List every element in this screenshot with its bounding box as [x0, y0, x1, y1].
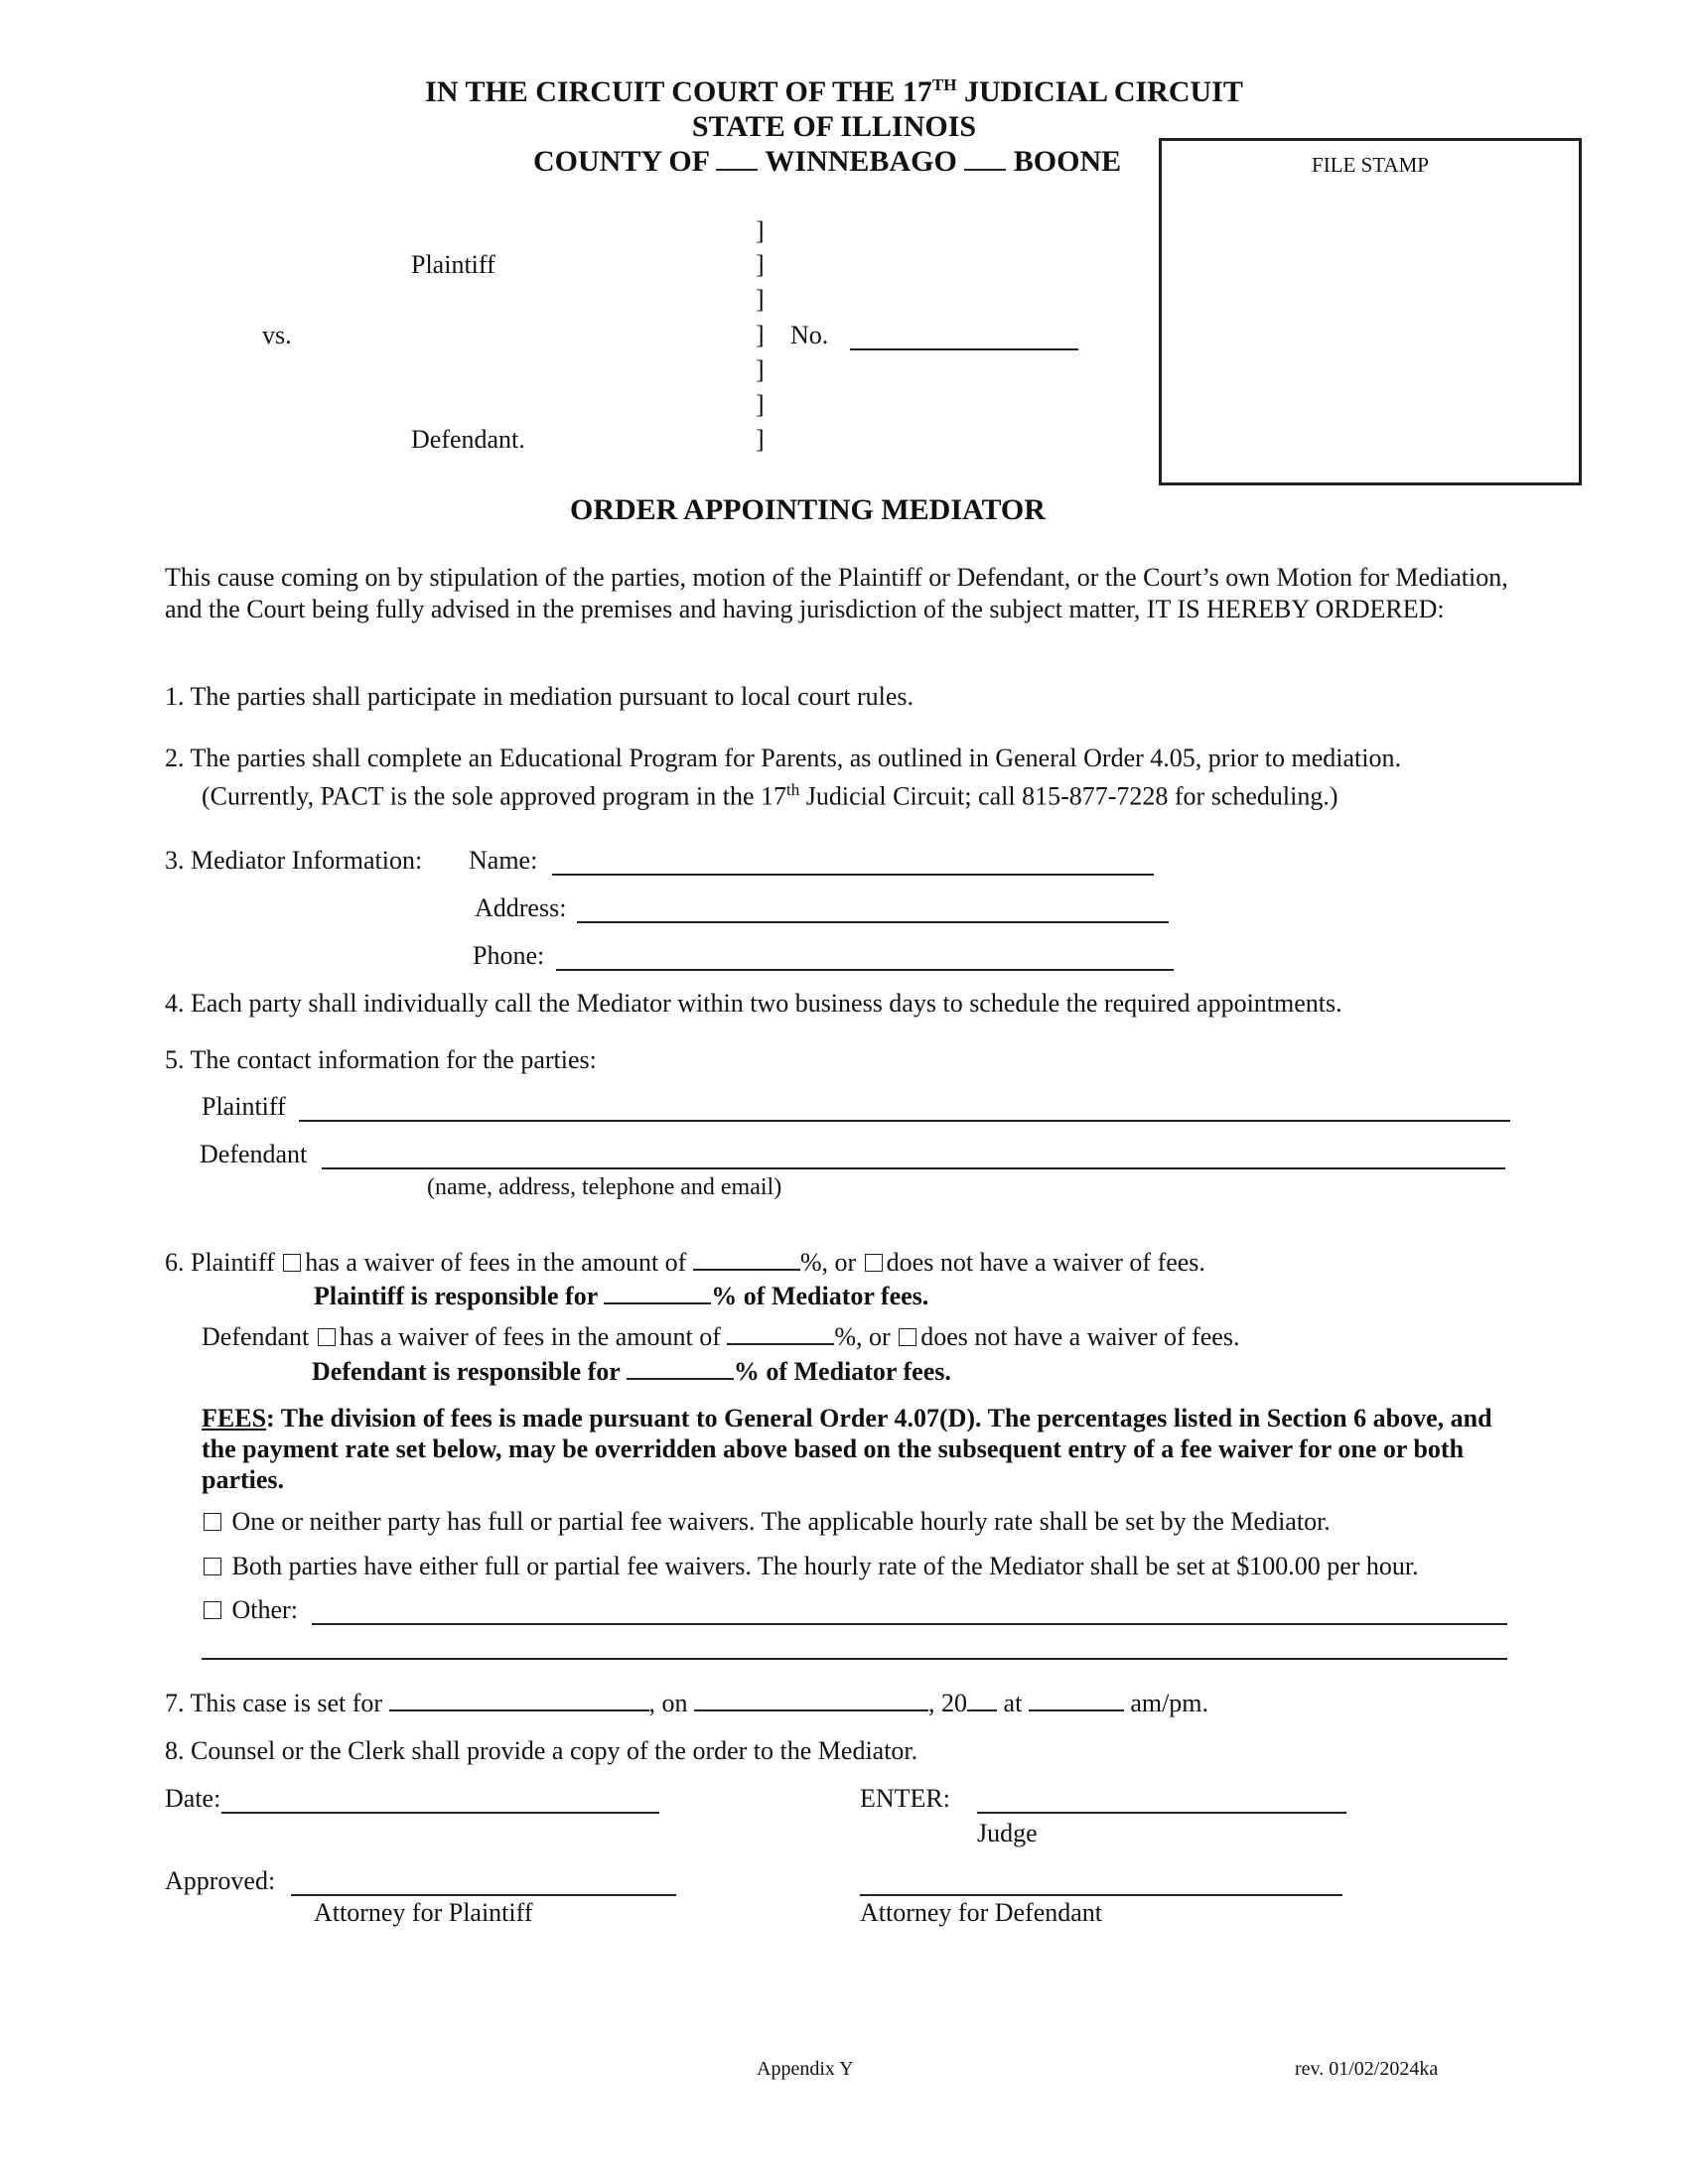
- mediator-address-label: Address:: [475, 893, 567, 922]
- approved-label: Approved:: [165, 1866, 276, 1895]
- plaintiff-waiver-percent-field[interactable]: [693, 1247, 800, 1271]
- page-title: ORDER APPOINTING MEDIATOR: [570, 493, 1046, 526]
- state-heading: STATE OF ILLINOIS: [691, 110, 977, 143]
- attorney-plaintiff-label: Attorney for Plaintiff: [314, 1898, 533, 1927]
- defendant-responsibility-percent-field[interactable]: [627, 1356, 734, 1380]
- bracket: ]: [756, 285, 765, 314]
- defendant-no-waiver-checkbox[interactable]: [899, 1328, 916, 1346]
- fee-option-3-checkbox[interactable]: [204, 1601, 221, 1619]
- fee-other-field[interactable]: [312, 1623, 1507, 1625]
- defendant-waiver-percent-field[interactable]: [727, 1321, 834, 1345]
- mediator-info-label: 3. Mediator Information:: [165, 846, 423, 875]
- case-number-field[interactable]: [850, 348, 1078, 350]
- case-year-field[interactable]: [967, 1688, 997, 1711]
- contact-defendant-field[interactable]: [322, 1167, 1505, 1169]
- fee-option-1-checkbox[interactable]: [204, 1513, 221, 1531]
- court-heading: IN THE CIRCUIT COURT OF THE 17TH JUDICIAL CIRCUIT: [425, 75, 1243, 108]
- fee-option-1: One or neither party has full or partial fee waivers. The applicable hourly rate shall be set by the Mediator.: [202, 1507, 1331, 1537]
- attorney-plaintiff-signature-field[interactable]: [291, 1894, 676, 1896]
- item-6-plaintiff-waiver: 6. Plaintiff has a waiver of fees in the amount of %, or does not have a waiver of fees.: [165, 1248, 1205, 1277]
- contact-note: (name, address, telephone and email): [427, 1174, 782, 1200]
- item-2-line-1: 2. The parties shall complete an Educational Program for Parents, as outlined in General Order 4.05, prior to mediation.: [165, 744, 1402, 772]
- enter-label: ENTER:: [860, 1784, 950, 1813]
- mediator-phone-label: Phone:: [473, 941, 545, 970]
- item-2-line-2: (Currently, PACT is the sole approved program in the 17th Judicial Circuit; call 815-877-7228 for scheduling.): [202, 780, 1338, 811]
- item-8: 8. Counsel or the Clerk shall provide a copy of the order to the Mediator.: [165, 1736, 918, 1765]
- contact-plaintiff-field[interactable]: [299, 1120, 1510, 1122]
- case-number-label: No.: [790, 321, 829, 349]
- plaintiff-responsibility-percent-field[interactable]: [604, 1281, 711, 1304]
- item-7: 7. This case is set for , on , 20 at am/pm.: [165, 1689, 1209, 1717]
- bracket: ]: [756, 321, 765, 349]
- plaintiff-no-waiver-checkbox[interactable]: [865, 1254, 883, 1272]
- item-6-defendant-waiver: Defendant has a waiver of fees in the amount of %, or does not have a waiver of fees.: [202, 1322, 1240, 1351]
- defendant-caption: Defendant.: [411, 425, 525, 454]
- item-5: 5. The contact information for the parties:: [165, 1045, 597, 1074]
- bracket: ]: [756, 355, 765, 384]
- bracket: ]: [756, 425, 765, 454]
- judge-signature-field[interactable]: [977, 1812, 1346, 1814]
- judge-label: Judge: [977, 1819, 1038, 1847]
- attorney-defendant-signature-field[interactable]: [860, 1894, 1342, 1896]
- fee-other-field-2[interactable]: [202, 1658, 1507, 1660]
- case-time-field[interactable]: [1029, 1688, 1124, 1711]
- mediator-name-field[interactable]: [552, 874, 1154, 876]
- bracket: ]: [756, 216, 765, 245]
- county-heading: COUNTY OF WINNEBAGO BOONE: [533, 145, 1122, 178]
- fee-option-2-checkbox[interactable]: [204, 1558, 221, 1575]
- defendant-waiver-checkbox[interactable]: [318, 1328, 336, 1346]
- contact-defendant-label: Defendant: [200, 1140, 308, 1168]
- item-1: 1. The parties shall participate in mediation pursuant to local court rules.: [165, 682, 914, 711]
- case-set-for-field[interactable]: [389, 1688, 649, 1711]
- plaintiff-waiver-checkbox[interactable]: [283, 1254, 301, 1272]
- vs-label: vs.: [262, 321, 292, 349]
- fees-paragraph: FEES: The division of fees is made pursuant to General Order 4.07(D). The percentages listed in Section 6 above, and the payment rate set below, may be overridden above based on the subsequent entry of a fee waiver for one or both parties.: [202, 1404, 1492, 1494]
- attorney-defendant-label: Attorney for Defendant: [860, 1898, 1103, 1927]
- item-4: 4. Each party shall individually call the Mediator within two business days to schedule the required appointments.: [165, 989, 1342, 1018]
- plaintiff-responsibility: Plaintiff is responsible for % of Mediator fees.: [314, 1282, 929, 1310]
- mediator-phone-field[interactable]: [556, 969, 1174, 971]
- fee-option-3: Other:: [202, 1595, 298, 1625]
- date-label: Date:: [165, 1784, 221, 1813]
- fee-option-2: Both parties have either full or partial fee waivers. The hourly rate of the Mediator shall be set at $100.00 per hour.: [202, 1552, 1419, 1581]
- bracket: ]: [756, 390, 765, 419]
- footer-appendix: Appendix Y: [757, 2058, 854, 2080]
- plaintiff-caption: Plaintiff: [411, 250, 495, 279]
- bracket: ]: [756, 250, 765, 279]
- contact-plaintiff-label: Plaintiff: [202, 1092, 286, 1121]
- footer-revision: rev. 01/02/2024ka: [1295, 2058, 1439, 2080]
- file-stamp-box: [1159, 138, 1582, 485]
- intro-paragraph: This cause coming on by stipulation of the parties, motion of the Plaintiff or Defendant, or the Court’s own Motion for Mediation, and the Court being fully advised in the premises and having jurisdiction of the subject matter, IT IS HEREBY ORDERED:: [165, 563, 1508, 623]
- mediator-address-field[interactable]: [577, 921, 1169, 923]
- date-field[interactable]: [221, 1812, 659, 1814]
- mediator-name-label: Name:: [469, 846, 538, 875]
- defendant-responsibility: Defendant is responsible for % of Mediator fees.: [312, 1357, 951, 1386]
- case-date-field[interactable]: [694, 1688, 928, 1711]
- file-stamp-label: FILE STAMP: [1312, 153, 1429, 177]
